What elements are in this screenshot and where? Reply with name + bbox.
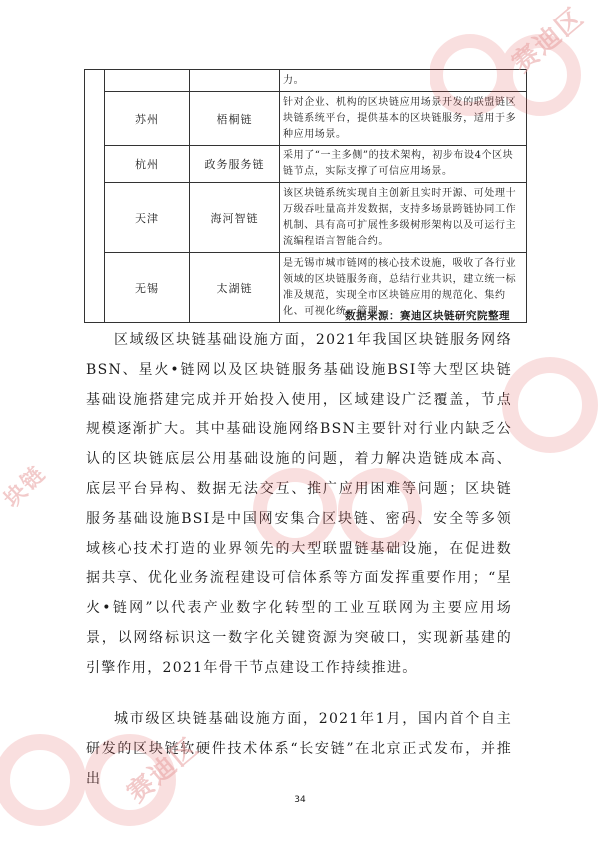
chain-cell: 梧桐链 [190, 92, 280, 146]
city-cell: 天津 [105, 183, 190, 253]
description-cell: 该区块链系统实现自主创新且实时开源、可处理十万级吞吐量高并发数据，支持多场景跨链协同工作机制、具有高可扩展性多级树形架构以及可运行主流编程语言智能合约。 [280, 183, 527, 253]
city-cell: 无锡 [105, 253, 190, 323]
watermark-text: 赛迪区 [506, 1, 591, 79]
description-cell: 采用了“一主多侧”的技术架构，初步布设4个区块链节点，实际支撑了可信应用场景。 [280, 146, 527, 183]
city-cell [105, 70, 190, 92]
chain-cell: 政务服务链 [190, 146, 280, 183]
watermark-text: 块链 [0, 461, 52, 513]
table-row [85, 92, 527, 146]
data-source-note: 数据来源：赛迪区块链研究院整理 [345, 310, 510, 322]
chain-cell [190, 70, 280, 92]
category-cell [85, 70, 105, 323]
body-paragraph: 城市级区块链基础设施方面，2021年1月，国内首个自主研发的区块链软硬件技术体系“长安链”在北京正式发布，并推出 [86, 711, 512, 787]
description-cell: 是无锡市城市链网的核心技术设施，吸收了各行业领域的区块链服务商，总结行业共识，建立统一标准及规范，实现全市区块链应用的规范化、集约化、可视化统一管理。 [280, 253, 527, 323]
body-paragraph: 区域级区块链基础设施方面，2021年我国区块链服务网络BSN、星火•链网以及区块链服务基础设施BSI等大型区块链基础设施搭建完成并开始投入使用，区域建设广泛覆盖，节点规模逐渐扩大。其中基础设施网络BSN主要针对行业内缺乏公认的区块链底层公用基础设施的问题，着力解决造链成本高、底层平台异构、数据无法交互、推广应用困难等问题；区块链服务基础设施BSI是中国网安集合区块链、密码、安全等多领域核心技术打造的业界领先的大型联盟链基础设施，在促进数据共享、优化业务流程建设可信体系等方面发挥重要作用；“星火•链网”以代表产业数字化转型的工业互联网为主要应用场景，以网络标识这一数字化关键资源为突破口，实现新基建的引擎作用，2021年骨干节点建设工作持续推进。 [86, 332, 512, 676]
watermark-text: 赛迪区 [121, 731, 206, 809]
chain-cell: 海河智链 [190, 183, 280, 253]
city-cell: 苏州 [105, 92, 190, 146]
table-row [85, 146, 527, 183]
page-number: 34 [294, 795, 306, 805]
table-row [85, 70, 527, 92]
blockchain-city-table [84, 69, 527, 323]
table-row [85, 183, 527, 253]
description-cell: 针对企业、机构的区块链应用场景开发的联盟链区块链系统平台，提供基本的区块链服务，适用于多种应用场景。 [280, 92, 527, 146]
chain-cell: 太湖链 [190, 253, 280, 323]
description-cell: 力。 [280, 70, 527, 92]
city-cell: 杭州 [105, 146, 190, 183]
